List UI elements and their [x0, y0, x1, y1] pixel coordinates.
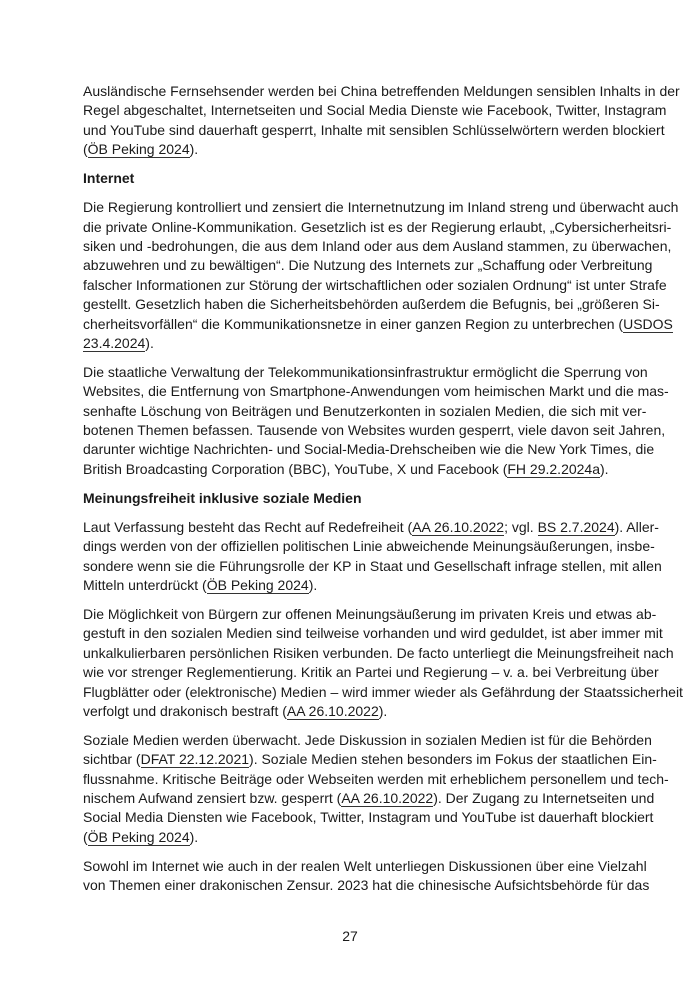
text-line — [83, 363, 648, 382]
text-line — [83, 121, 665, 140]
paragraph — [83, 82, 680, 160]
source-reference-link[interactable]: ÖB Peking 2024 — [87, 141, 190, 158]
text-line — [83, 557, 662, 576]
text-line — [83, 576, 581, 595]
section-heading: Internet — [83, 170, 135, 187]
text-line — [83, 770, 669, 789]
text-segment: Regel abgeschaltet, Internetseiten und Social Media Dienste wie Facebook, Twitter, Instagram — [83, 102, 667, 119]
text-line — [83, 140, 581, 159]
text-segment: Websites, die Entfernung von Smartphone-Anwendungen vom heimischen Markt und die mas- — [83, 383, 669, 400]
text-line — [83, 218, 672, 237]
text-segment: Laut Verfassung besteht das Recht auf Redefreiheit ( — [83, 518, 413, 535]
text-line — [83, 683, 683, 702]
text-line — [83, 101, 667, 120]
text-line — [83, 421, 666, 440]
text-line — [83, 789, 655, 808]
text-line — [83, 440, 655, 459]
text-segment: British Broadcasting Corporation (BBC), YouTube, X und Facebook ( — [83, 460, 508, 477]
text-line — [83, 808, 654, 827]
text-segment: siken und -bedrohungen, die aus dem Inland oder aus dem Ausland stammen, zu überwachen, — [83, 237, 672, 254]
text-segment: Sowohl im Internet wie auch in der realen Welt unterliegen Diskussionen über eine Vielzahl — [83, 857, 647, 874]
source-reference-link[interactable]: AA 26.10.2022 — [286, 702, 379, 719]
text-segment: ; vgl. — [504, 518, 538, 535]
text-line — [83, 537, 655, 556]
text-line — [83, 624, 663, 643]
text-segment: Flugblätter oder (elektronische) Medien – wird immer wieder als Gefährdung der Staatssicherheit — [83, 683, 683, 700]
text-segment: Soziale Medien werden überwacht. Jede Diskussion in sozialen Medien ist für die Behörden — [83, 731, 652, 748]
paragraph — [83, 198, 679, 353]
text-line — [83, 315, 673, 334]
text-line — [83, 402, 647, 421]
source-reference-link[interactable]: ÖB Peking 2024 — [87, 828, 190, 845]
text-segment: und YouTube sind dauerhaft gesperrt, Inhalte mit sensiblen Schlüsselwörtern werden blockiert — [83, 121, 665, 138]
text-segment: verfolgt und drakonisch bestraft ( — [83, 702, 287, 719]
text-line — [83, 460, 609, 479]
text-segment: senhafte Löschung von Beiträgen und Benutzerkonten in sozialen Medien, die sich mit ver- — [83, 402, 647, 419]
text-line — [83, 750, 657, 769]
text-line — [83, 237, 672, 256]
text-line — [83, 198, 679, 217]
paragraph — [83, 731, 669, 847]
text-segment: ( — [83, 828, 88, 845]
text-segment: botenen Themen befassen. Tausende von Websites wurden gesperrt, viele davon seit Jahren, — [83, 422, 666, 439]
source-reference-link[interactable]: FH 29.2.2024a — [507, 460, 600, 477]
text-segment: ). Der Zugang zu Internetseiten und — [433, 790, 655, 807]
text-line — [83, 876, 650, 895]
text-line — [83, 663, 659, 682]
text-segment: Die staatliche Verwaltung der Telekommunikationsinfrastruktur ermöglicht die Sperrung von — [83, 363, 648, 380]
text-segment: Ausländische Fernsehsender werden bei China betreffenden Meldungen sensiblen Inhalts in der — [83, 83, 680, 99]
section-heading: Meinungsfreiheit inklusive soziale Medien — [83, 489, 362, 506]
text-segment: Social Media Diensten wie Facebook, Twitter, Instagram und YouTube ist dauerhaft blockiert — [83, 809, 654, 826]
text-segment: ). Aller- — [614, 518, 659, 535]
text-segment: Die Möglichkeit von Bürgern zur offenen Meinungsäußerung im privaten Kreis und etwas ab- — [83, 605, 657, 622]
text-segment: ). Soziale Medien stehen besonders im Fokus der staatlichen Ein- — [249, 751, 657, 768]
paragraph — [83, 857, 650, 896]
text-segment: von Themen einer drakonischen Zensur. 2023 hat die chinesische Aufsichtsbehörde für das — [83, 877, 650, 894]
text-segment: abzuwehren und zu bewältigen“. Die Nutzung des Internets zur „Schaffung oder Verbreitung — [83, 257, 653, 274]
paragraph — [83, 363, 669, 479]
source-reference-link[interactable]: DFAT 22.12.2021 — [140, 751, 250, 768]
source-reference-link[interactable]: AA 26.10.2022 — [341, 790, 434, 807]
source-reference-link[interactable]: AA 26.10.2022 — [412, 518, 505, 535]
text-segment: gestuft in den sozialen Medien sind teilweise vorhanden und wird geduldet, ist aber immer mit — [83, 625, 663, 642]
text-line — [83, 605, 657, 624]
text-segment: sichtbar ( — [83, 751, 141, 768]
source-reference-link[interactable]: USDOS — [623, 315, 673, 332]
source-reference-link[interactable]: ÖB Peking 2024 — [206, 576, 309, 593]
text-segment: flussnahme. Kritische Beiträge oder Webseiten werden mit erheblichem personellem und tech- — [83, 770, 669, 787]
text-line — [83, 334, 581, 353]
text-segment: wie vor strenger Reglementierung. Kritik an Partei und Regierung – v. a. bei Verbreitung über — [83, 664, 659, 681]
text-line — [83, 276, 667, 295]
text-segment: die private Online-Kommunikation. Gesetzlich ist es der Regierung erlaubt, „Cybersicherheitsri- — [83, 218, 672, 235]
text-segment: gestellt. Gesetzlich haben die Sicherheitsbehörden außerdem die Befugnis, bei „größeren Si- — [83, 296, 660, 313]
text-segment: ( — [83, 141, 88, 158]
text-line — [83, 702, 581, 721]
text-segment: ). — [189, 141, 199, 158]
source-reference-link[interactable]: BS 2.7.2024 — [537, 518, 615, 535]
text-line — [83, 256, 653, 275]
document-body — [83, 82, 683, 905]
text-segment: Die Regierung kontrolliert und zensiert die Internetnutzung im Inland streng und überwacht auch — [83, 199, 679, 216]
text-line — [83, 382, 669, 401]
page-number: 27 — [342, 928, 358, 944]
text-segment: unkalkulierbaren persönlichen Risiken verbunden. De facto unterliegt die Meinungsfreiheit nach — [83, 644, 674, 661]
source-reference-link[interactable]: 23.4.2024 — [83, 334, 146, 351]
text-segment: ). — [308, 576, 318, 593]
text-line — [83, 731, 652, 750]
text-segment: cherheitsvorfällen“ die Kommunikationsnetze in einer ganzen Region zu unterbrechen ( — [83, 315, 624, 332]
text-segment: ). — [378, 702, 388, 719]
text-segment: darunter wichtige Nachrichten- und Social-Media-Drehscheiben wie die New York Times, die — [83, 441, 655, 458]
text-segment: sondere wenn sie die Führungsrolle der KP in Staat und Gesellschaft infrage stellen, mit allen — [83, 557, 662, 574]
paragraph — [83, 518, 662, 596]
text-line — [83, 82, 680, 101]
text-segment: ). — [145, 334, 154, 351]
text-segment: Mitteln unterdrückt ( — [83, 576, 207, 593]
text-segment: dings werden von der offiziellen politischen Linie abweichende Meinungsäußerungen, insbe- — [83, 538, 655, 555]
paragraph — [83, 605, 683, 721]
text-segment: falscher Informationen zur Störung der wirtschaftlichen oder sozialen Ordnung“ ist unter Strafe — [83, 276, 667, 293]
text-segment: nischem Aufwand zensiert bzw. gesperrt ( — [83, 790, 342, 807]
text-line — [83, 518, 659, 537]
text-line — [83, 644, 674, 663]
text-line — [83, 857, 647, 876]
text-line — [83, 295, 660, 314]
text-segment: ). — [600, 460, 609, 477]
text-segment: ). — [189, 828, 199, 845]
text-line — [83, 828, 581, 847]
